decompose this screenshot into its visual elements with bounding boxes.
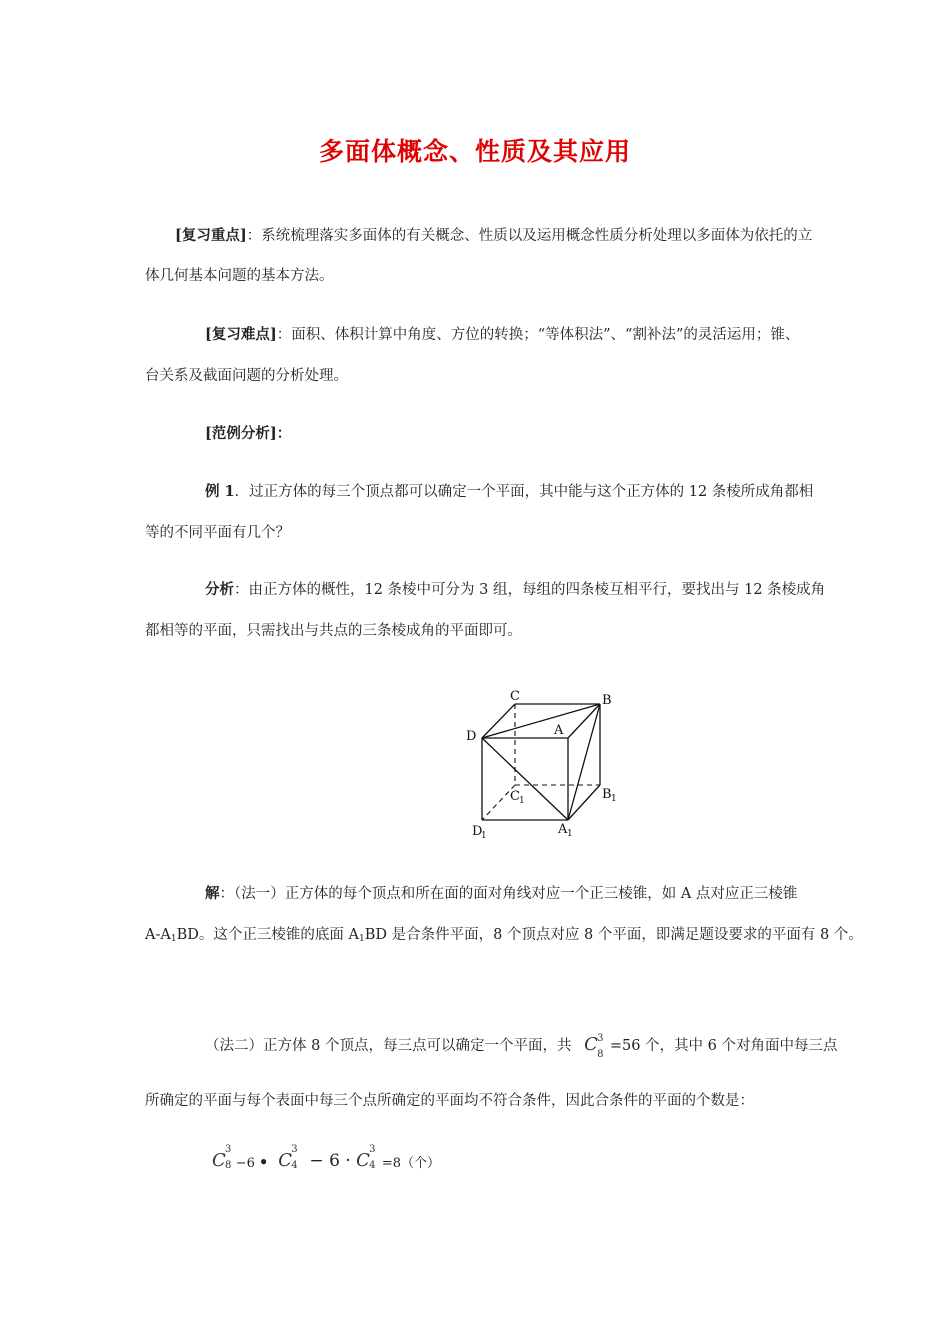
review-focus-label: [复习重点] <box>175 227 247 244</box>
review-focus-text: ：系统梳理落实多面体的有关概念、性质以及运用概念性质分析处理以多面体为依托的立 <box>246 228 813 244</box>
label-A1: A <box>558 822 568 837</box>
label-A: A <box>554 723 564 738</box>
review-difficulty-line1 <box>205 325 799 345</box>
review-difficulty-text: ：面积、体积计算中角度、方位的转换；“等体积法”、“割补法”的灵活运用；锥、 <box>276 327 800 343</box>
review-difficulty-label: [复习难点] <box>205 326 277 343</box>
solution-text: ：（法一）正方体的每个顶点和所在面的面对角线对应一个正三棱锥，如 A 点对应正三棱锥 <box>219 886 798 902</box>
examples-heading: [范例分析]： <box>205 425 292 442</box>
method2-line2: 所确定的平面与每个表面中每三个点所确定的平面均不符合条件，因此合条件的平面的个数是： <box>145 1093 754 1109</box>
label-D: D <box>466 729 477 744</box>
example1-line2: 等的不同平面有几个？ <box>145 525 290 541</box>
page-title: 多面体概念、性质及其应用 <box>318 137 631 166</box>
combination-C-8-3-b: C 3 8 <box>212 1144 232 1171</box>
label-C: C <box>510 690 520 704</box>
diagonal-D-B <box>482 704 600 738</box>
analysis-line2: 都相等的平面，只需找出与共点的三条棱成角的平面即可。 <box>145 623 522 639</box>
label-C1: C <box>510 789 520 804</box>
label-C1-sub: 1 <box>519 796 525 806</box>
example1-line1 <box>205 482 813 502</box>
label-B1: B <box>602 787 612 802</box>
solution-line2: $A-A_1BD$。这个正三棱锥的底面 $A_1BD$ 是合条件平面，8 个顶点对应 8 个平面，即满足题设要求的平面有 8 个。 <box>145 927 863 944</box>
diagonal-D-A1 <box>482 738 568 820</box>
label-B1-sub: 1 <box>611 794 617 804</box>
combination-C-8-3: C 3 8 <box>584 1033 604 1060</box>
final-formula: C 3 8 −6 • C 3 4 − 6 · C 3 4 =8（个） <box>212 1144 441 1171</box>
cube-figure <box>460 690 630 840</box>
solution-line1 <box>205 884 797 904</box>
label-A1-sub: 1 <box>567 829 573 839</box>
analysis-label: 分析 <box>205 581 234 598</box>
analysis-line1 <box>205 580 825 600</box>
combination-C-4-3: C 3 4 <box>278 1144 298 1171</box>
review-focus-line1 <box>175 226 812 246</box>
label-D1: D <box>472 824 483 839</box>
label-D1-sub: 1 <box>481 831 487 840</box>
combination-C-4-3-b: C 3 4 <box>356 1144 376 1171</box>
solution-label: 解 <box>205 885 220 902</box>
label-B: B <box>602 693 612 708</box>
review-difficulty-line2: 台关系及截面问题的分析处理。 <box>145 368 348 384</box>
review-focus-line2: 体几何基本问题的基本方法。 <box>145 268 334 284</box>
example1-text: ．过正方体的每三个顶点都可以确定一个平面，其中能与这个正方体的 12 条棱所成角都相 <box>234 484 814 500</box>
method2-line1: （法二）正方体 8 个顶点，每三点可以确定一个平面，共 C 3 8 =56 个，其中 6 个对角面中每三点 <box>205 1033 838 1060</box>
example1-label: 例 1 <box>205 483 235 500</box>
analysis-text: ：由正方体的概性，12 条棱中可分为 3 组，每组的四条棱互相平行，要找出与 12 条棱成角 <box>234 582 826 598</box>
